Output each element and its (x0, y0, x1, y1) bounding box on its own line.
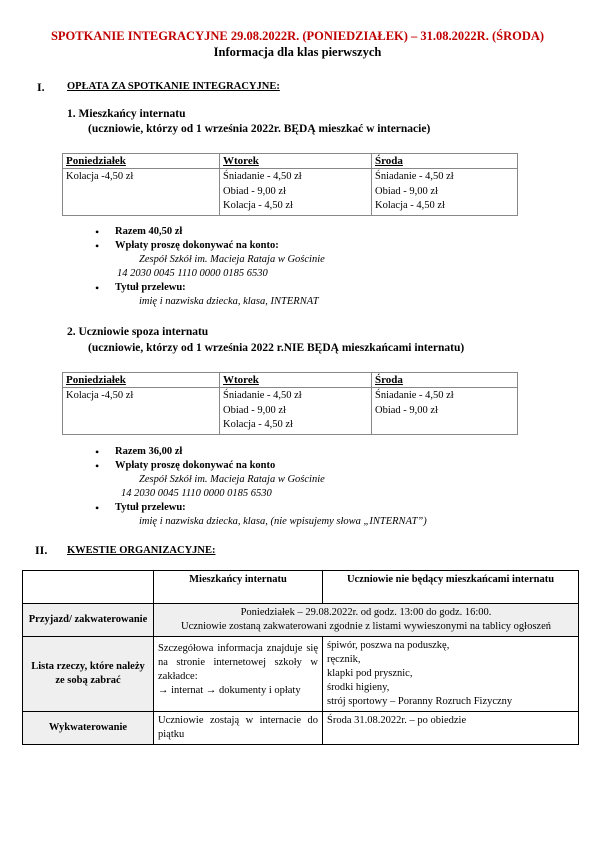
group-1-meal-table (62, 153, 518, 216)
section-2-number: II. (35, 543, 48, 557)
meal-item: Kolacja -4,50 zł (66, 390, 134, 401)
table-header-wednesday: Środa (372, 373, 518, 388)
table-cell-tuesday (220, 169, 372, 216)
group-1-heading: 1. Mieszkańcy internatu (67, 108, 186, 120)
section-1-number: I. (37, 80, 45, 94)
meal-item: Śniadanie - 4,50 zł (375, 390, 454, 401)
transfer-label: Tytuł przelewu: (115, 502, 186, 513)
table-header-tuesday: Wtorek (220, 373, 372, 388)
arrival-details: Uczniowie zostaną zakwaterowani zgodnie z listami wywieszonymi na tablicy ogłoszeń (180, 621, 551, 632)
organization-table (22, 570, 579, 745)
meal-item: Obiad - 9,00 zł (223, 185, 286, 197)
total-amount: Razem 40,50 zł (115, 226, 183, 237)
list-item (91, 459, 521, 501)
bank-account: 14 2030 0045 1110 0000 0185 6530 (121, 488, 272, 499)
document-title: SPOTKANIE INTEGRACYJNE 29.08.2022R. (PONIEDZIAŁEK) – 31.08.2022R. (ŚRODA) (50, 29, 545, 43)
group-2-meal-table (62, 372, 518, 435)
checkout-non-residents: Środa 31.08.2022r. – po obiedzie (323, 712, 579, 745)
list-item (91, 501, 521, 529)
table-header-tuesday: Wtorek (220, 154, 372, 169)
arrival-info-cell (154, 604, 579, 637)
column-header-non-residents: Uczniowie nie będący mieszkańcami internatu (323, 571, 579, 604)
payee-name: Zespół Szkół im. Macieja Rataja w Gościnie (139, 474, 325, 485)
payee-name: Zespół Szkół im. Macieja Rataja w Gościnie (139, 254, 325, 265)
table-header-monday: Poniedziałek (63, 154, 220, 169)
table-header-monday: Poniedziałek (63, 373, 220, 388)
packing-item: klapki pod prysznic, (327, 668, 413, 679)
section-1-title: OPŁATA ZA SPOTKANIE INTEGRACYJNE: (67, 81, 280, 92)
meal-item: Śniadanie - 4,50 zł (223, 390, 302, 401)
meal-item: Kolacja -4,50 zł (66, 171, 134, 182)
payment-label: Wpłaty proszę dokonywać na konto: (115, 240, 279, 251)
meal-item: Kolacja - 4,50 zł (223, 419, 293, 430)
arrival-date: Poniedziałek – 29.08.2022r. od godz. 13:00 do godz. 16:00. (240, 607, 492, 618)
list-item (91, 225, 491, 239)
meal-item: Śniadanie - 4,50 zł (223, 171, 302, 182)
meal-item: Kolacja - 4,50 zł (223, 200, 293, 211)
packing-info-residents (154, 637, 323, 712)
packing-info-text: Szczegółowa informacja znajduje się na stronie internetowej szkoły w zakładce: (158, 643, 318, 682)
checkout-residents: Uczniowie zostają w internacie do piątku (154, 712, 323, 745)
meal-item: Obiad - 9,00 zł (375, 404, 438, 416)
transfer-title: imię i nazwiska dziecka, klasa, (nie wpisujemy słowa „INTERNAT”) (139, 516, 427, 527)
payment-label: Wpłaty proszę dokonywać na konto (115, 460, 276, 471)
group-1-payment-info (91, 225, 491, 309)
packing-item: strój sportowy – Poranny Rozruch Fizyczny (327, 696, 513, 707)
meal-item: Obiad - 9,00 zł (375, 185, 438, 197)
group-2-payment-info (91, 445, 521, 529)
column-header-residents: Mieszkańcy internatu (154, 571, 323, 604)
bank-account: 14 2030 0045 1110 0000 0185 6530 (117, 268, 268, 279)
meal-item: Obiad - 9,00 zł (223, 404, 286, 416)
packing-item: śpiwór, poszwa na poduszkę, (327, 640, 450, 651)
row-header-checkout: Wykwaterowanie (23, 712, 154, 745)
row-header-arrival: Przyjazd/ zakwaterowanie (23, 604, 154, 637)
packing-info-path: → internat → dokumenty i opłaty (158, 685, 301, 696)
section-2-title: KWESTIE ORGANIZACYJNE: (67, 545, 216, 556)
table-cell-wednesday (372, 169, 518, 216)
meal-item: Kolacja - 4,50 zł (375, 200, 445, 211)
row-header-packing-list: Lista rzeczy, które należy ze sobą zabrać (23, 637, 154, 712)
transfer-label: Tytuł przelewu: (115, 282, 186, 293)
meal-item: Śniadanie - 4,50 zł (375, 171, 454, 182)
list-item (91, 239, 491, 281)
table-cell-wednesday (372, 388, 518, 435)
group-1-subheading: (uczniowie, którzy od 1 września 2022r. BĘDĄ mieszkać w internacie) (88, 123, 431, 135)
document-subtitle: Informacja dla klas pierwszych (213, 45, 382, 59)
list-item (91, 281, 491, 309)
table-cell-monday (63, 388, 220, 435)
table-header-wednesday: Środa (372, 154, 518, 169)
table-cell-monday (63, 169, 220, 216)
list-item (91, 445, 521, 459)
transfer-title: imię i nazwiska dziecka, klasa, INTERNAT (139, 296, 319, 307)
packing-list-non-residents (323, 637, 579, 712)
packing-item: środki higieny, (327, 682, 390, 693)
total-amount: Razem 36,00 zł (115, 446, 183, 457)
group-2-subheading: (uczniowie, którzy od 1 września 2022 r.NIE BĘDĄ mieszkańcami internatu) (88, 342, 465, 354)
packing-item: ręcznik, (327, 654, 361, 665)
group-2-heading: 2. Uczniowie spoza internatu (67, 326, 209, 338)
table-cell-tuesday (220, 388, 372, 435)
table-corner-cell (23, 571, 154, 604)
